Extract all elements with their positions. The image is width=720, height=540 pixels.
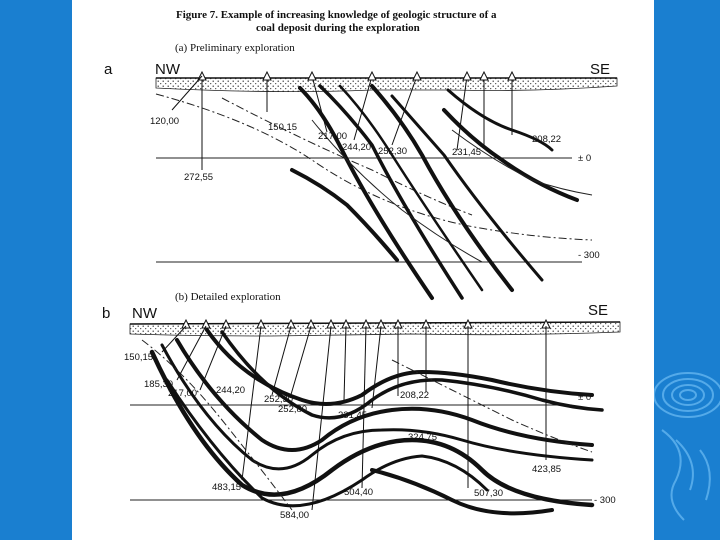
- panel-b-zero-label: ± 0: [578, 392, 592, 403]
- panel-b-depth-label: 324,75: [408, 432, 438, 443]
- panel-b-depth-label: 423,85: [532, 464, 562, 475]
- panel-a-minus300-label: - 300: [578, 250, 600, 261]
- panel-b-depth-label: 252,80: [278, 404, 308, 415]
- panel-a-depth-label: 150,15: [268, 122, 298, 133]
- scanned-figure-page: [72, 0, 654, 540]
- panel-a-title: (a) Preliminary exploration: [175, 42, 295, 54]
- panel-a-nw-label: NW: [155, 61, 180, 78]
- panel-a-depth-label: 208,22: [532, 134, 562, 145]
- panel-a-letter: a: [104, 61, 113, 78]
- panel-b-depth-label: 231,45: [338, 410, 368, 421]
- panel-a-depth-label: 231,45: [452, 147, 482, 158]
- panel-b-depth-label: 244,20: [216, 385, 246, 396]
- panel-b-depth-label: 504,40: [344, 487, 374, 498]
- panel-b-depth-label: 208,22: [400, 390, 430, 401]
- panel-a-fault-line: [156, 94, 592, 240]
- panel-a-depth-label: 272,55: [184, 172, 214, 183]
- panel-b-depth-label: 217,00: [168, 388, 198, 399]
- panel-a-coal-seam: [292, 170, 397, 260]
- panel-a-depth-label: 217,00: [318, 131, 348, 142]
- panel-b-depth-label: 252,30: [264, 394, 294, 405]
- figure-caption-line1: Figure 7. Example of increasing knowledge of geologic structure of a: [176, 9, 497, 21]
- panel-b: [102, 291, 620, 521]
- panel-a-se-label: SE: [590, 61, 611, 78]
- panel-a-depth-label: 252,30: [378, 146, 408, 157]
- panel-b-letter: b: [102, 305, 111, 322]
- panel-a-zero-label: ± 0: [578, 153, 592, 164]
- panel-a-depth-label: 244,20: [342, 142, 372, 153]
- panel-b-depth-label: 185,30: [144, 379, 174, 390]
- panel-b-depth-label: 483,15: [212, 482, 242, 493]
- panel-a: [104, 42, 617, 298]
- panel-b-minus300-label: - 300: [594, 495, 616, 506]
- panel-a-overburden: [156, 78, 617, 92]
- figure-caption-line2: coal deposit during the exploration: [256, 22, 420, 34]
- panel-b-nw-label: NW: [132, 305, 157, 322]
- panel-b-se-label: SE: [588, 302, 609, 319]
- panel-b-depth-label: 507,30: [474, 488, 504, 499]
- panel-a-depth-label: 120,00: [150, 116, 180, 127]
- panel-b-title: (b) Detailed exploration: [175, 291, 281, 303]
- panel-b-depth-label: 150,15: [124, 352, 154, 363]
- panel-b-depth-label: 584,00: [280, 510, 310, 521]
- panel-a-coal-seam: [320, 86, 462, 298]
